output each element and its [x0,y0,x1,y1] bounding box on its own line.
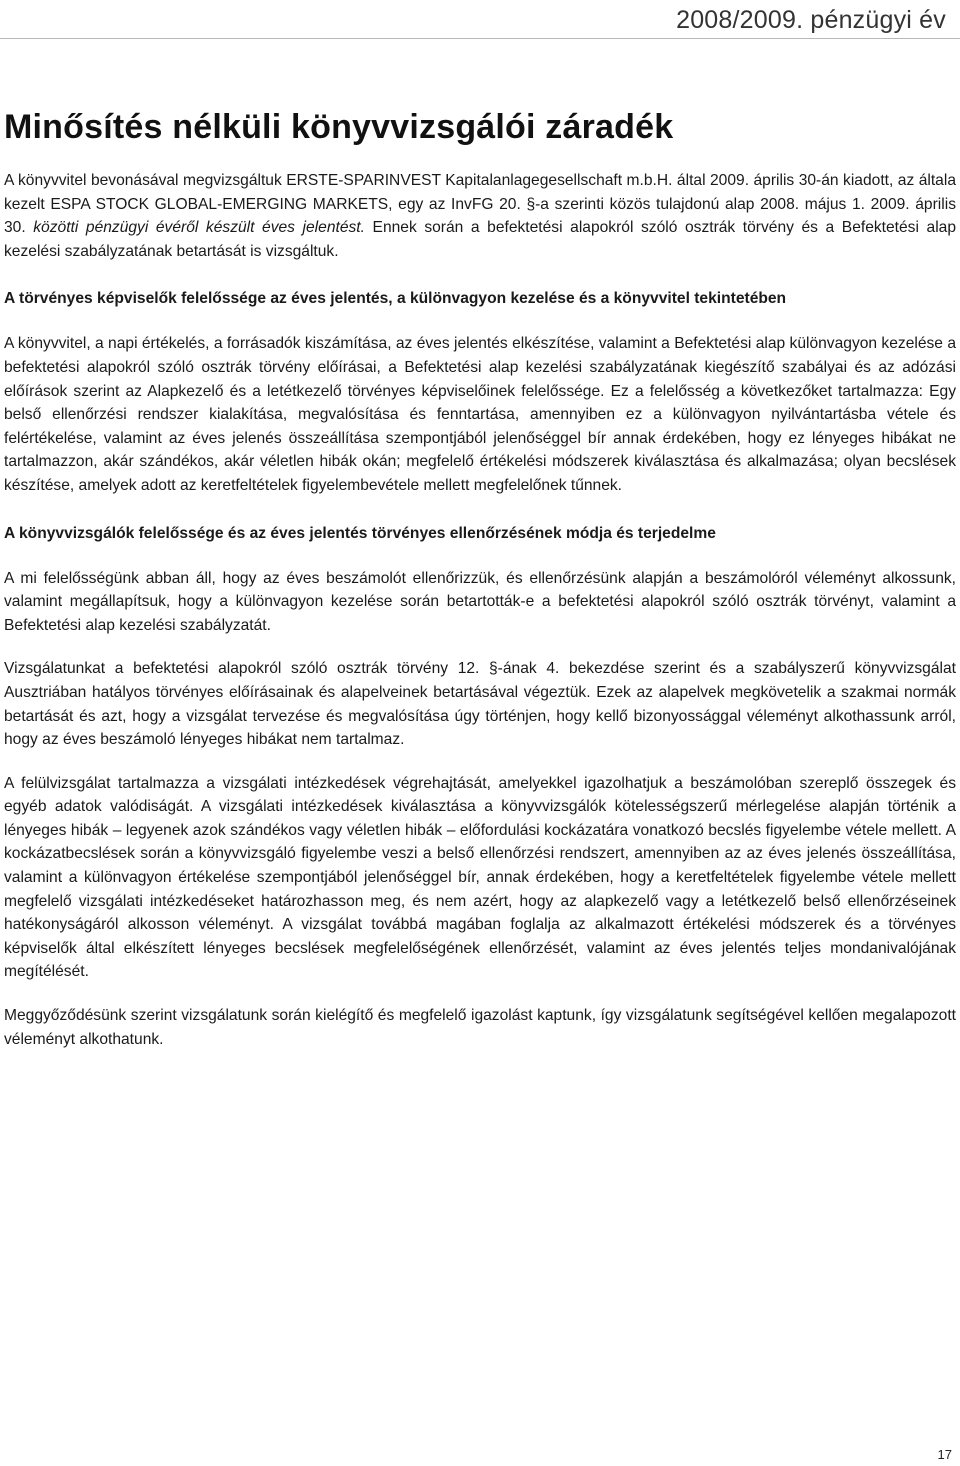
section-heading-representatives: A törvényes képviselők felelőssége az éves jelentés, a különvagyon kezelése és a könyvvitel tekintetében [4,290,787,308]
section2-paragraph-1: A mi felelősségünk abban áll, hogy az éves beszámolót ellenőrizzük, és ellenőrzésünk alapján a beszámolóról véleményt alkossunk, valamint megállapítsuk, hogy a különvagyon kezelése során betartották-e a befektetési alapokról szóló osztrák törvényt, valamint a Befektetési alap kezelési szabályzatát. [4,569,956,634]
page-number: 17 [937,1447,952,1462]
section1-paragraph: A könyvvitel, a napi értékelés, a forrásadók kiszámítása, az éves jelentés elkészítése, valamint a Befektetési alap különvagyon kezelése a befektetési alapokról szóló osztrák törvény előírásai, a Befektetési alap kezelési szabályzatának kiegészítő szabályai és az adózási előírások szerint az Alapkezelő és a letétkezelő törvényes képviselőinek felelőssége. Ez a felelősség a következőket tartalmazza: Egy belső ellenőrzési rendszer kialakítása, megvalósítása és fenntartása, amennyiben ez a különvagyon nyilvántartásba vétele és felértékelése, valamint az éves jelenés összeállítása szempontjából jelenőséggel bír annak érdekében, hogy ez lényeges hibákat ne tartalmazzon, akár szándékos, akár véletlen hibák okán; megfelelő értékelési módszerek kiválasztása és alkalmazása; olyan becslések készítése, amelyek adott az keretfeltételek figyelembevétele mellett megfelelőnek tűnnek. [4,335,956,494]
intro-paragraph [4,169,956,263]
section-heading-auditors: A könyvvizsgálók felelőssége és az éves jelentés törvényes ellenőrzésének módja és terjedelme [4,524,716,542]
header-divider [0,38,960,39]
section2-paragraph-4: Meggyőződésünk szerint vizsgálatunk során kielégítő és megfelelő igazolást kaptunk, így vizsgálatunk segítségével kellően megalapozott véleményt alkothatunk. [4,1007,956,1048]
section2-paragraph-3: A felülvizsgálat tartalmazza a vizsgálati intézkedések végrehajtását, amelyekkel igazolhatjuk a beszámolóban szereplő összegek és egyéb adatok valódiságát. A vizsgálati intézkedések kiválasztása a könyvvizsgálók kötelességszerű mérlegelése alapján történik a lényeges hibák – legyenek azok szándékos vagy véletlen hibák – előfordulási kockázatára vonatkozó becslés figyelembe vétele mellett. A kockázatbecslések során a könyvvizsgáló figyelembe veszi a belső ellenőrzési rendszert, amennyiben az az éves jelenés összeállítása, valamint a különvagyon értékelése szempontjából jelenőséggel bír, annak érdekében, hogy a keretfeltételek figyelembe vétele mellett megfelelő vizsgálati intézkedéseket határozhasson meg, és nem azért, hogy az alapkezelő vagy a letétkezelő belső ellenőrzéseinek hatékonyságáról alkosson véleményt. A vizsgálat továbbá magában foglalja az alkalmazott értékelési módszerek és a törvényes képviselők által elkészített lényeges becslések megfelelőségének ellenőrzését, valamint az éves jelentés teljes mondanivalójának megítélését. [4,774,956,981]
intro-text-2: Ennek során a befektetési alapokról szóló osztrák törvény és a Befektetési alap kezelési szabályzatának betartását is vizsgáltuk. [4,219,956,260]
document-title: Minősítés nélküli könyvvizsgálói záradék [4,108,674,146]
header-title: 2008/2009. pénzügyi év [676,6,946,34]
section2-paragraph-2: Vizsgálatunkat a befektetési alapokról szóló osztrák törvény 12. §-ának 4. bekezdése szerint és a szabályszerű könyvvizsgálat Ausztriában hatályos törvényes előírásainak és alapelveinek betartásával végeztük. Ezek az alapelvek megkövetelik a szakmai normák betartását és azt, hogy a vizsgálat tervezése és megvalósítása úgy történjen, hogy kellő bizonyossággal véleményt alkothassunk arról, hogy az éves beszámoló lényeges hibákat nem tartalmaz. [4,660,956,749]
document-body [4,108,956,1051]
intro-text-1: A könyvvitel bevonásával megvizsgáltuk ERSTE-SPARINVEST Kapitalanlagegesellschaft m.b.H. által 2009. április 30-án kiadott, az általa kezelt ESPA STOCK GLOBAL-EMERGING MARKETS, egy az InvFG 20. §-a szerinti közös tulajdonú alap 2008. május 1. 2009. április 30. [4,172,956,237]
intro-period-italic: közötti pénzügyi évéről készült éves jelentést. [33,219,365,237]
page-header [0,0,960,40]
